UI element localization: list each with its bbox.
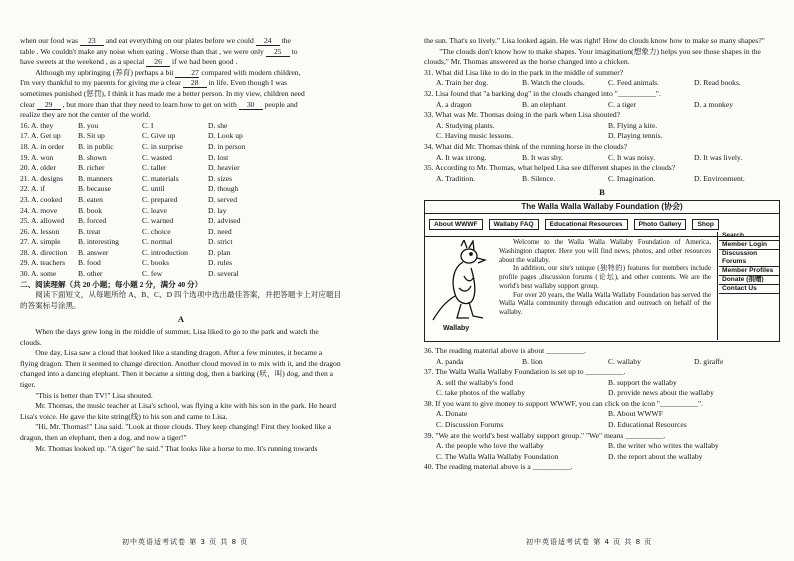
- passage-paragraph: "Hi, Mr. Thomas!" Lisa said. "Look at those clouds. They keep changing! First they looked like a dragon, then an elephant, then a dog, and now a tiger!": [20, 422, 332, 442]
- option: A. a dragon: [436, 99, 472, 109]
- right-page: [424, 36, 780, 473]
- option: B. interesting: [78, 237, 119, 247]
- question-options: [424, 378, 780, 399]
- option: C. taller: [142, 163, 167, 173]
- wallaby-caption: Wallaby: [443, 324, 470, 332]
- option: C. leave: [142, 205, 167, 215]
- option-row: [20, 237, 342, 248]
- site-text-2: In addition, our site's unique (独特的) features for members include profile pages ,discussion forums (论坛), and other contents. We are the world's best wallaby support group.: [499, 264, 711, 290]
- option: C. Feed animals.: [608, 78, 660, 88]
- option: B. It was shy.: [522, 152, 564, 162]
- option: D. advised: [208, 216, 241, 226]
- option-row: [20, 121, 342, 132]
- option: C. choice: [142, 226, 171, 236]
- question-stem: 39. "We are the world's best wallaby support group." "We" means __________.: [424, 430, 666, 440]
- passage-label-a: A: [177, 314, 185, 325]
- option-row: [20, 206, 342, 217]
- site-text: [499, 238, 711, 317]
- option: 30. A. some: [20, 269, 57, 279]
- option-row: [20, 216, 342, 227]
- passage-a-continued: [424, 36, 780, 68]
- answer-blank: 29: [37, 101, 61, 110]
- question-options: [424, 78, 780, 89]
- option: D. lost: [208, 152, 229, 162]
- passage-paragraph: Mr. Thomas looked up. "A tiger" he said." That looks like a horse to me. It's running towards: [35, 443, 318, 453]
- option: B. support the wallaby: [608, 377, 677, 387]
- option: 19. A. won: [20, 152, 54, 162]
- option-row: [20, 184, 342, 195]
- site-side-item: Member Profiles: [719, 267, 779, 276]
- option: D. giraffe: [694, 356, 724, 366]
- option: B. lion: [522, 356, 543, 366]
- option: C. introduction: [142, 247, 188, 257]
- answer-blank: 23: [80, 37, 104, 46]
- question-stem: 34. What did Mr. Thomas think of the running horse in the clouds?: [424, 141, 628, 151]
- option: A. panda: [436, 356, 464, 366]
- questions-b: [424, 346, 780, 473]
- option: B. an elephant: [522, 99, 566, 109]
- option: D. Look up: [208, 131, 243, 141]
- option: C. a tiger: [608, 99, 637, 109]
- option: 26. A. lesson: [20, 226, 60, 236]
- page-footer-left: 初中英语适考试卷 第 3 页 共 8 页: [122, 538, 249, 546]
- option: C. normal: [142, 237, 173, 247]
- paragraph-line: clear 29 , but more than that they need to learn how to get on with 30 people and: [20, 99, 298, 109]
- question-options: [424, 153, 780, 164]
- option: D. served: [208, 194, 238, 204]
- option: B. eaten: [78, 194, 103, 204]
- option-row: [20, 227, 342, 238]
- option: 21. A. designs: [20, 173, 64, 183]
- option: D. provide news about the wallaby: [608, 388, 714, 398]
- option: D. several: [208, 269, 239, 279]
- question-stem: 32. Lisa found that "a barking dog" in the clouds changed into "__________".: [424, 88, 661, 98]
- option: D. she: [208, 120, 228, 130]
- option-row: [20, 142, 342, 153]
- question-options: [424, 100, 780, 111]
- option: C. prepared: [142, 194, 178, 204]
- option: C. in surprise: [142, 141, 183, 151]
- option: A. Tradition.: [436, 173, 476, 183]
- option: B. in public: [78, 141, 114, 151]
- option: D. heavier: [208, 163, 240, 173]
- passage-paragraph: One day, Lisa saw a cloud that looked like a standing dragon. After a few minutes, it became a flying dragon. Then it seemed to change direction. Another cloud moved in to mix with it, and the dragon changed into a dancing elephant. Then it became a sitting dog, then a barking (吠，叫) dog, and then a tiger.: [20, 348, 341, 389]
- option: 24. A. move: [20, 205, 58, 215]
- option: 20. A. older: [20, 163, 56, 173]
- site-nav-item: Shop: [692, 219, 718, 230]
- passage-paragraph: When the days grew long in the middle of summer, Lisa liked to go to the park and watch the clouds.: [20, 327, 319, 347]
- question-options: [424, 121, 780, 142]
- site-nav-item: Wallaby FAQ: [489, 219, 539, 230]
- option: B. food: [78, 258, 101, 268]
- option: 18. A. in order: [20, 141, 65, 151]
- answer-blank: 27: [175, 69, 199, 78]
- option: B. book: [78, 205, 103, 215]
- question-stem: 40. The reading material above is a __________.: [424, 462, 573, 472]
- paragraph-line: I'm very thankful to my parents for giving me a clear 28 in life. Even though I was: [20, 78, 288, 88]
- option: B. shown: [78, 152, 107, 162]
- option: B. Watch the clouds.: [522, 78, 585, 88]
- question-stem: 33. What was Mr. Thomas doing in the park when Lisa shouted?: [424, 110, 621, 120]
- question-stem: 35. According to Mr. Thomas, what helped Lisa see different shapes in the clouds?: [424, 163, 676, 173]
- option-row: [20, 258, 342, 269]
- page-footer-right: 初中英语适考试卷 第 4 页 共 8 页: [526, 538, 653, 546]
- paragraph-line: realize they are not the center of the world.: [20, 110, 151, 120]
- paragraph-line: Although my upbringing (养育) perhaps a bit 27 compared with modern children,: [35, 67, 301, 77]
- option: B. Flying a kite.: [608, 120, 658, 130]
- site-side-item: Discussion Forums: [719, 250, 779, 267]
- question-stem: 31. What did Lisa like to do in the park in the middle of summer?: [424, 67, 624, 77]
- option: A. Donate: [436, 409, 468, 419]
- passage-paragraph: Mr. Thomas, the music teacher at Lisa's school, was flying a kite with his son in the park. He heard Lisa's voice. He gave the kite string(线) to his son and came to Lisa.: [20, 401, 337, 421]
- option-row: [20, 248, 342, 259]
- option: C. books: [142, 258, 170, 268]
- option: D. Playing tennis.: [608, 131, 663, 141]
- website-box: [424, 200, 780, 342]
- option: C. materials: [142, 173, 179, 183]
- option: C. Discussion Forums: [436, 420, 504, 430]
- question-stem: 38. If you want to give money to support WWWF, you can click on the icon "__________".: [424, 398, 703, 408]
- site-nav-item: Educational Resources: [545, 219, 628, 230]
- option: B. treat: [78, 226, 101, 236]
- cloze-line: have sweets at the weekend , as a special 26 if we had been good .: [20, 57, 238, 67]
- site-sidebar: [719, 232, 779, 294]
- site-text-1: Welcome to the Walla Walla Wallaby Foundation of America, Washington chapter. Here you will find news, photos, and other resources about the wallaby.: [499, 237, 711, 264]
- option: A. the people who love the wallaby: [436, 441, 544, 451]
- option: 25. A. allowed: [20, 216, 65, 226]
- option: D. rules: [208, 258, 233, 268]
- option: C. Give up: [142, 131, 176, 141]
- option: D. plan: [208, 247, 231, 257]
- passage-label-b: B: [599, 187, 605, 198]
- option: D. sizes: [208, 173, 233, 183]
- question-options: [424, 174, 780, 185]
- option: B. you: [78, 120, 99, 130]
- option: 27. A. simple: [20, 237, 61, 247]
- cloze-options: [20, 121, 342, 280]
- site-side-item: Contact Us: [719, 285, 779, 294]
- cloze-line: when our food was 23 and eat everything on our plates before we could 24 the: [20, 36, 291, 45]
- wallaby-illustration: [431, 240, 489, 322]
- question-stem: 37. The Walla Walla Wallaby Foundation is set up to __________.: [424, 367, 626, 377]
- question-options: [424, 409, 780, 430]
- option: D. It was lively.: [694, 152, 743, 162]
- site-title: The Walla Walla Wallaby Foundation (协会): [425, 201, 779, 214]
- passage-paragraph: the sun. That's so lively." Lisa looked again. He was right! How do clouds know how to make so many shapes?": [424, 36, 765, 45]
- option: C. take photos of the wallaby: [436, 388, 525, 398]
- option: B. the writer who writes the wallaby: [608, 441, 719, 451]
- option: D. Environment.: [694, 173, 745, 183]
- option: B. richer: [78, 163, 105, 173]
- option: B. Silence.: [522, 173, 556, 183]
- option: C. wallaby: [608, 356, 641, 366]
- site-side-item: Member Login: [719, 241, 779, 250]
- option: B. other: [78, 269, 103, 279]
- answer-blank: 28: [183, 79, 207, 88]
- site-nav-item: About WWWF: [429, 219, 483, 230]
- question-options: [424, 441, 780, 462]
- option: C. Imagination.: [608, 173, 656, 183]
- site-side-item: Search: [719, 232, 779, 241]
- option-row: [20, 131, 342, 142]
- option: A. sell the wallaby's food: [436, 377, 514, 387]
- option: B. manners: [78, 173, 113, 183]
- question-stem: 36. The reading material above is about __________.: [424, 345, 587, 355]
- answer-blank: 24: [256, 37, 280, 46]
- option: 23. A. cooked: [20, 194, 63, 204]
- option: D. Read books.: [694, 78, 741, 88]
- option: B. because: [78, 184, 111, 194]
- passage-a: [20, 327, 342, 454]
- option: C. few: [142, 269, 163, 279]
- option: A. Train her dog.: [436, 78, 489, 88]
- answer-blank: 25: [266, 48, 290, 57]
- option: 16. A. they: [20, 120, 54, 130]
- paragraph-line: sometimes punished (惩罚), I think it has made me a better person. In my view, children need: [20, 88, 305, 98]
- option: B. answer: [78, 247, 109, 257]
- section-heading: 二、阅读理解（共 20 小题；每小题 2 分，满分 40 分）: [20, 279, 203, 289]
- option: D. strict: [208, 237, 233, 247]
- option: B. Sit up: [78, 131, 105, 141]
- questions-a: [424, 68, 780, 185]
- option: A. Studying plants.: [436, 120, 495, 130]
- option: B. forced: [78, 216, 107, 226]
- option: C. I: [142, 120, 154, 130]
- cloze-line: table . We couldn't make any noise when eating . Worse than that , we were only 25 to: [20, 46, 298, 56]
- option: D. need: [208, 226, 232, 236]
- option: D. in person: [208, 141, 246, 151]
- passage-paragraph: "The clouds don't know how to make shapes. Your imagination(想象力) helps you see those shapes in the clouds," Mr. Thomas answered as the horse changed into a chicken.: [424, 46, 761, 67]
- option-row: [20, 163, 342, 174]
- option: C. The Walla Walla Wallaby Foundation: [436, 451, 559, 461]
- passage-paragraph: "This is better than TV!" Lisa shouted.: [35, 390, 153, 400]
- section-instruction: 阅读下面短文，从每题所给 A、B、C、D 四个选项中选出最佳答案，并把答题卡上对应题目的答案标号涂黑。: [20, 290, 342, 310]
- option: D. though: [208, 184, 239, 194]
- option-row: [20, 269, 342, 280]
- option: A. It was strong.: [436, 152, 487, 162]
- left-page: [20, 36, 342, 454]
- site-text-3: For over 20 years, the Walla Walla Wallaby Foundation has served the Walla Walla community through education and outreach on behalf of the wallaby.: [499, 290, 711, 317]
- option-row: [20, 195, 342, 206]
- question-options: [424, 357, 780, 368]
- option: 28. A. direction: [20, 247, 68, 257]
- option: C. until: [142, 184, 165, 194]
- site-side-item: Donate (捐赠): [719, 276, 779, 285]
- option: D. lay: [208, 205, 227, 215]
- option: 29. A. teachers: [20, 258, 66, 268]
- option: D. Educational Resources: [608, 420, 687, 430]
- cloze-passage: [20, 36, 342, 68]
- option: 17. A. Get up: [20, 131, 61, 141]
- option: C. wasted: [142, 152, 172, 162]
- option: D. the report about the wallaby: [608, 451, 703, 461]
- option-row: [20, 174, 342, 185]
- site-nav-item: Photo Gallery: [634, 219, 687, 230]
- site-body: [425, 232, 718, 340]
- option: C. Having music lessons.: [436, 131, 513, 141]
- option: 22. A. if: [20, 184, 45, 194]
- option: B. About WWWF: [608, 409, 663, 419]
- answer-blank: 26: [146, 58, 170, 67]
- answer-blank: 30: [239, 101, 263, 110]
- option: D. a monkey: [694, 99, 734, 109]
- option: C. It was noisy.: [608, 152, 655, 162]
- option-row: [20, 153, 342, 164]
- option: C. warned: [142, 216, 174, 226]
- cloze-paragraph: [20, 68, 342, 121]
